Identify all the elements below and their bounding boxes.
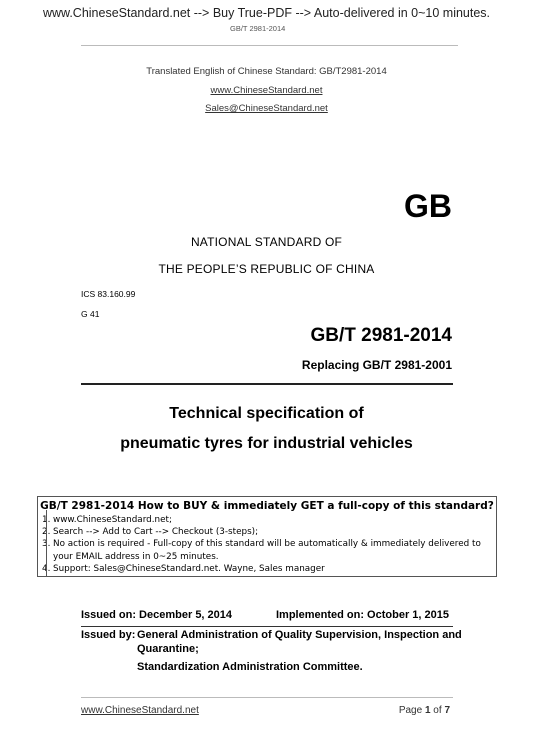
buy-info-box (37, 496, 497, 577)
header-divider (81, 45, 458, 46)
website-link[interactable]: www.ChineseStandard.net (210, 85, 323, 96)
standard-number: GB/T 2981-2014 (310, 325, 452, 346)
ccs-code: G 41 (81, 309, 100, 319)
buy-steps-list (42, 514, 496, 575)
list-item: 1. www.ChineseStandard.net; (42, 515, 172, 525)
list-item: 3. No action is required - Full-copy of this standard will be automatically & immediately delivered to your EMAIL address in 0~25 minutes. (42, 539, 481, 562)
list-item: 4. Support: Sales@ChineseStandard.net. Wayne, Sales manager (42, 563, 325, 574)
issued-by-line-2: Quarantine; (137, 643, 199, 655)
translated-note: Translated English of Chinese Standard: GB/T2981-2014 (146, 66, 387, 77)
box-number-column-line (37, 510, 47, 577)
issued-on: Issued on: December 5, 2014 (81, 609, 233, 621)
footer-divider (81, 697, 453, 698)
title-line-2: pneumatic tyres for industrial vehicles (120, 435, 413, 452)
email-link[interactable]: Sales@ChineseStandard.net (205, 103, 328, 114)
replacing-standard: Replacing GB/T 2981-2001 (301, 358, 452, 372)
top-banner: www.ChineseStandard.net --> Buy True-PDF --> Auto-delivered in 0~10 minutes. (42, 6, 491, 20)
implemented-on: Implemented on: October 1, 2015 (276, 609, 449, 621)
issued-by-label: Issued by: (81, 629, 136, 641)
buy-box-heading: GB/T 2981-2014 How to BUY & immediately GET a full-copy of this standard? (40, 500, 494, 512)
prc-line: THE PEOPLE’S REPUBLIC OF CHINA (158, 262, 375, 276)
issued-by-line-3: Standardization Administration Committee. (137, 661, 363, 673)
gb-logo: GB (404, 188, 452, 224)
ics-code: ICS 83.160.99 (81, 289, 136, 299)
title-line-1: Technical specification of (169, 405, 364, 422)
title-divider (81, 383, 453, 385)
footer-website-link[interactable]: www.ChineseStandard.net (81, 705, 199, 716)
list-item: 2. Search --> Add to Cart --> Checkout (3-steps); (42, 527, 259, 538)
page-indicator: Page 1 of 7 (398, 705, 450, 716)
issued-by-line-1: General Administration of Quality Supervision, Inspection and (137, 629, 462, 641)
issue-divider (81, 626, 453, 627)
running-header-code: GB/T 2981-2014 (230, 24, 286, 33)
national-standard-line: NATIONAL STANDARD OF (190, 235, 343, 249)
